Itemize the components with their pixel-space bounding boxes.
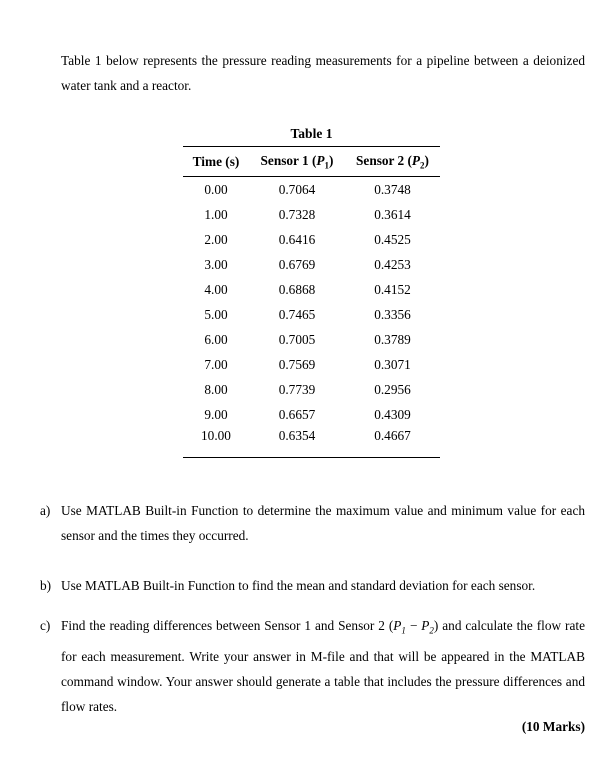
question-a [40, 498, 585, 548]
table-caption: Table 1 [290, 126, 333, 141]
cell-sensor-1: 0.7569 [278, 357, 316, 373]
question-c-text: Find the reading differences between Sensor 1 and Sensor 2 $(P_1 - P_2)$ and calculate the flow rate for each measurement. Write your answer in M-file and that will be appeared in the MATLAB command window. Your answer should generate a table that includes the pressure differences and flow rates. [61, 618, 585, 714]
cell-sensor-2: 0.4152 [374, 281, 411, 297]
cell-sensor-1: 0.6769 [278, 256, 316, 272]
cell-time: 7.00 [204, 357, 228, 373]
cell-sensor-2: 0.4525 [374, 231, 411, 247]
table-row [183, 428, 440, 458]
question-c [40, 613, 585, 719]
cell-sensor-1: 0.6354 [249, 428, 345, 458]
cell-sensor-2: 0.3789 [374, 332, 411, 348]
cell-sensor-1: 0.6868 [278, 281, 316, 297]
header-sensor-1: Sensor 1 $(P_1)$ [249, 147, 345, 177]
cell-sensor-2: 0.3614 [374, 206, 411, 222]
marks-label: (10 Marks) [521, 719, 585, 734]
question-c-letter: c) [40, 618, 51, 633]
cell-time: 4.00 [204, 281, 228, 297]
cell-time: 5.00 [204, 307, 228, 323]
header-time: Time (s) [183, 147, 249, 177]
cell-sensor-2: 0.3356 [374, 307, 411, 323]
table-row [183, 227, 440, 252]
cell-sensor-1: 0.6657 [278, 407, 316, 423]
cell-sensor-2: 0.4667 [345, 428, 440, 458]
cell-time: 10.00 [183, 428, 249, 458]
cell-time: 1.00 [204, 206, 228, 222]
table-row [183, 202, 440, 227]
cell-time: 3.00 [204, 256, 228, 272]
table-row [183, 252, 440, 277]
cell-sensor-1: 0.7328 [278, 206, 316, 222]
header-sensor-2: Sensor 2 $(P_2)$ [345, 147, 440, 177]
table-row [183, 177, 440, 203]
cell-sensor-2: 0.4253 [374, 256, 411, 272]
question-b-text: Use MATLAB Built-in Function to find the mean and standard deviation for each sensor. [61, 578, 536, 593]
cell-sensor-2: 0.2956 [374, 382, 411, 398]
cell-time: 9.00 [204, 407, 228, 423]
table-row [183, 378, 440, 403]
cell-sensor-2: 0.3748 [374, 181, 411, 197]
table-row [183, 403, 440, 428]
question-b [40, 573, 585, 598]
table-row [183, 277, 440, 302]
cell-sensor-1: 0.7064 [278, 181, 316, 197]
question-b-letter: b) [40, 578, 52, 593]
cell-sensor-1: 0.6416 [278, 231, 316, 247]
question-a-letter: a) [40, 503, 51, 518]
cell-sensor-1: 0.7465 [278, 307, 316, 323]
cell-time: 2.00 [204, 231, 228, 247]
table-row [183, 328, 440, 353]
cell-sensor-2: 0.3071 [374, 357, 411, 373]
pressure-table [183, 146, 440, 458]
cell-sensor-2: 0.4309 [374, 407, 411, 423]
table-header-row [183, 147, 440, 177]
intro-paragraph: Table 1 below represents the pressure reading measurements for a pipeline between a deionized water tank and a reactor. [61, 53, 585, 93]
cell-time: 8.00 [204, 382, 228, 398]
cell-time: 0.00 [204, 181, 228, 197]
cell-sensor-1: 0.7005 [278, 332, 316, 348]
question-a-text: Use MATLAB Built-in Function to determine the maximum value and minimum value for each sensor and the times they occurred. [61, 503, 585, 543]
cell-sensor-1: 0.7739 [278, 382, 316, 398]
table-row [183, 353, 440, 378]
table-row [183, 302, 440, 327]
cell-time: 6.00 [204, 332, 228, 348]
